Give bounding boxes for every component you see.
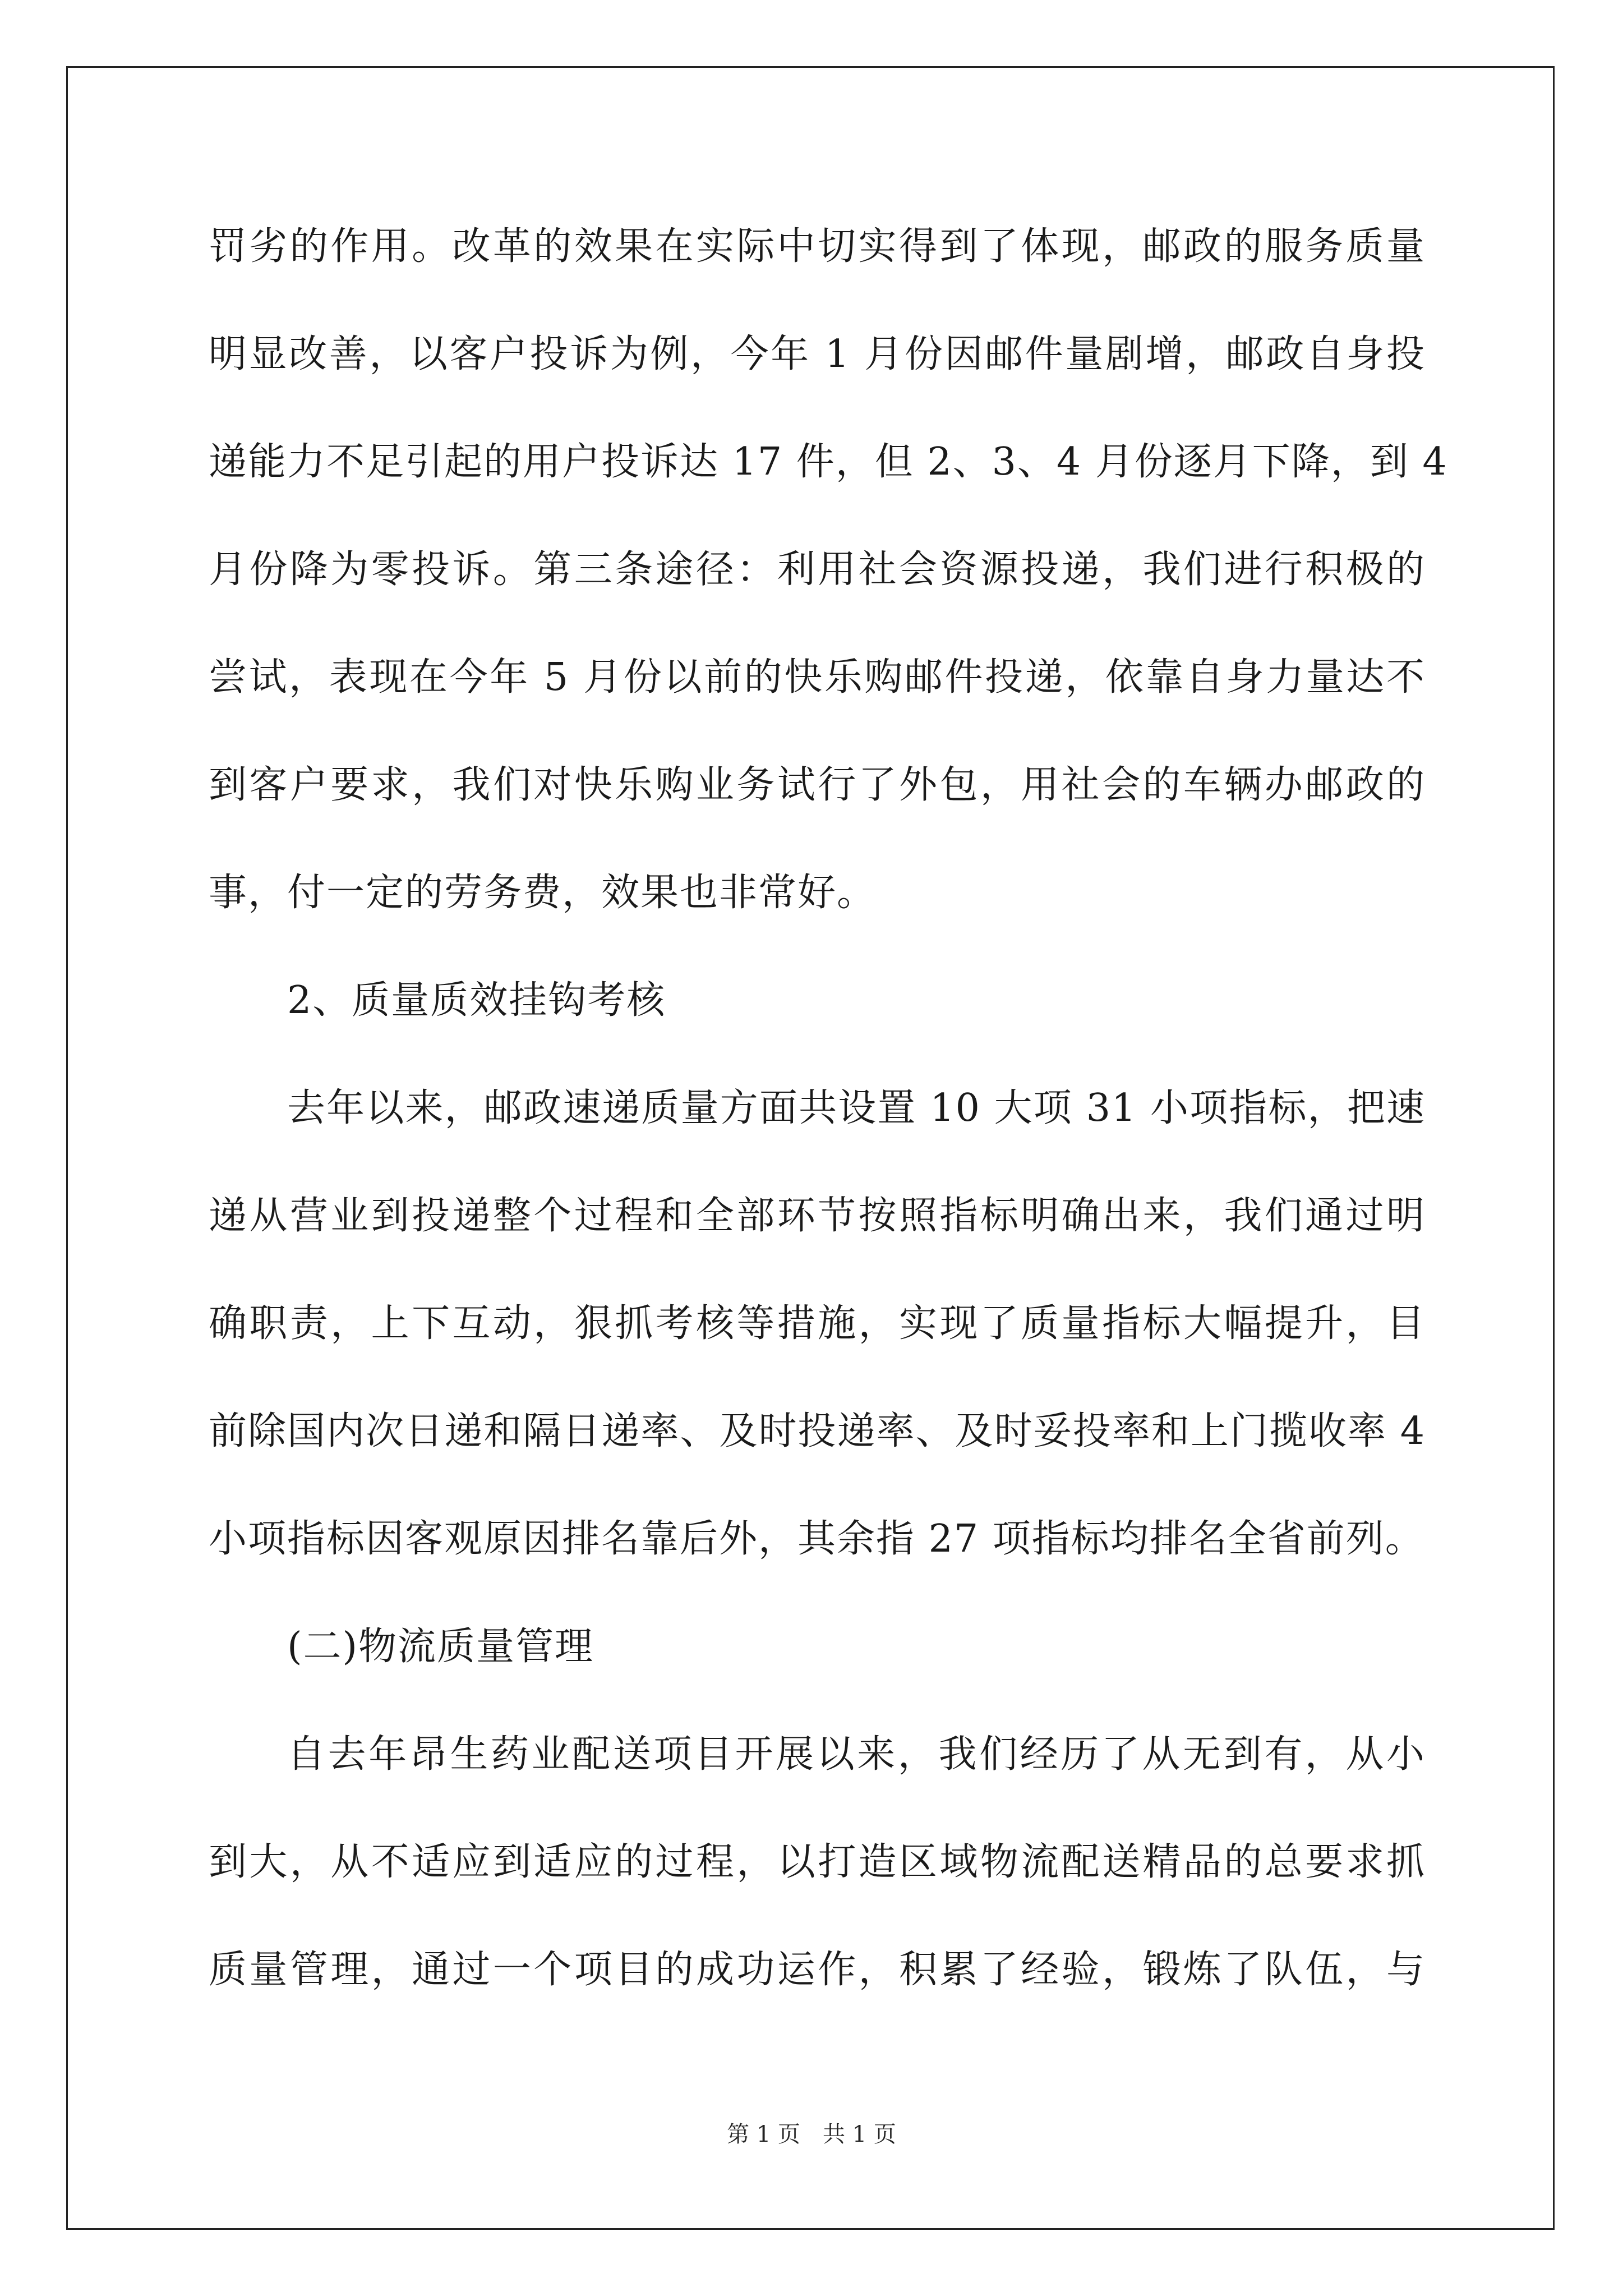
body-line: 质量管理，通过一个项目的成功运作，积累了经验，锻炼了队伍，与 [209, 1948, 1426, 1992]
body-line: 明显改善，以客户投诉为例，今年 1 月份因邮件量剧增，邮政自身投 [209, 332, 1426, 376]
section-heading: 2、质量质效挂钩考核 [287, 978, 666, 1023]
section-heading: (二)物流质量管理 [287, 1625, 594, 1669]
body-line: 到大，从不适应到适应的过程，以打造区域物流配送精品的总要求抓 [209, 1840, 1426, 1884]
body-line: 去年以来，邮政速递质量方面共设置 10 大项 31 小项指标，把速 [287, 1086, 1426, 1130]
page-total: 共 1 页 [823, 2122, 896, 2147]
body-line: 确职责，上下互动，狠抓考核等措施，实现了质量指标大幅提升，目 [209, 1301, 1426, 1346]
body-line: 事，付一定的劳务费，效果也非常好。 [209, 871, 877, 915]
body-line: 月份降为零投诉。第三条途径：利用社会资源投递，我们进行积极的 [209, 547, 1426, 592]
body-line: 递能力不足引起的用户投诉达 17 件，但 2、3、4 月份逐月下降，到 4 [209, 440, 1448, 484]
body-line: 递从营业到投递整个过程和全部环节按照指标明确出来，我们通过明 [209, 1194, 1426, 1238]
body-line: 尝试，表现在今年 5 月份以前的快乐购邮件投递，依靠自身力量达不 [209, 655, 1426, 700]
document-body [209, 213, 1448, 2044]
body-line: 前除国内次日递和隔日递率、及时投递率、及时妥投率和上门揽收率 4 [209, 1409, 1426, 1453]
page-footer [0, 2118, 1623, 2151]
body-line: 小项指标因客观原因排名靠后外，其余指 27 项指标均排名全省前列。 [209, 1517, 1424, 1561]
body-line: 自去年昂生药业配送项目开展以来，我们经历了从无到有，从小 [287, 1732, 1426, 1777]
body-line: 到客户要求，我们对快乐购业务试行了外包，用社会的车辆办邮政的 [209, 763, 1426, 807]
body-line: 罚劣的作用。改革的效果在实际中切实得到了体现，邮政的服务质量 [209, 224, 1426, 269]
page-number: 第 1 页 [727, 2122, 800, 2147]
